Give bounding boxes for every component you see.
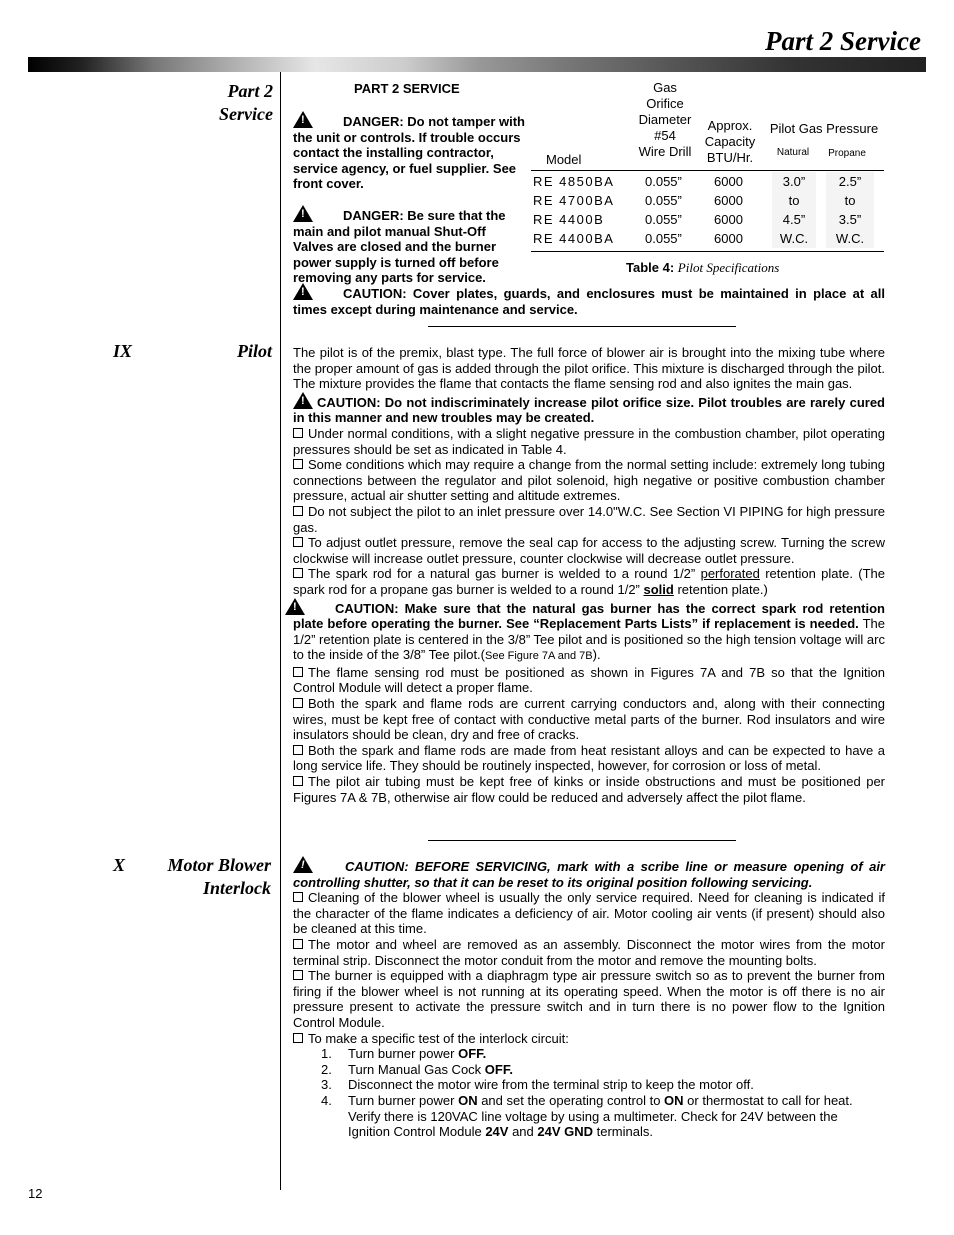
table-col-capacity <box>714 172 743 248</box>
table-col-orifice <box>645 172 682 248</box>
caution-retention-tail: The 1/2” retention plate is centered in the 3/8” Tee pilot and is positioned so the high tension voltage will arc to the inside of the 3/8” Tee pilot.( <box>293 616 885 663</box>
caution-retention-text: CAUTION: Make sure that the natural gas burner has the correct spark rod retention plate before operating the burner. See “Replacement Parts Lists” if replacement is needed. <box>293 600 885 632</box>
natural-cell: to <box>788 193 800 208</box>
step-bold: 24V GND <box>537 1124 594 1140</box>
orifice-header-line: Gas <box>653 80 677 95</box>
bullet-item <box>293 968 885 1030</box>
bullet-item <box>293 504 885 535</box>
warning-icon <box>293 392 313 409</box>
bullet-item <box>293 937 885 968</box>
step-bold: ON <box>664 1092 684 1108</box>
page-title: Part 2 Service <box>765 26 921 56</box>
natural-cell: 4.5” <box>782 212 806 227</box>
step-number: 3. <box>321 1077 332 1093</box>
interlock-section-body <box>293 856 885 1140</box>
bullet-item <box>293 696 885 743</box>
list-item <box>293 1062 885 1078</box>
checkbox-icon <box>293 459 303 469</box>
checkbox-icon <box>293 1033 303 1043</box>
warning-icon <box>293 856 313 873</box>
table-col-propane <box>826 172 874 248</box>
step-bold: ON <box>458 1092 478 1108</box>
danger-text-1: DANGER: Do not tamper with the unit or controls. If trouble occurs contact the installing contractor, service agency, or fuel supplier. See front cover. <box>293 114 525 192</box>
step-text: terminals. <box>593 1124 653 1140</box>
interlock-label-line2: Interlock <box>202 878 271 898</box>
bullet-item <box>293 426 885 457</box>
bullet-text: Both the spark and flame rods are current carrying conductors and, along with their connecting wires, must be kept free of contact with conductive metal parts of the burner. Rod insulators and wire insulators should be clean, dry and free of cracks. <box>293 696 885 743</box>
step-number: 2. <box>321 1061 332 1077</box>
part-heading-line1: Part 2 <box>227 81 273 101</box>
bullet-item <box>293 566 885 597</box>
section-heading-part2 <box>150 80 273 126</box>
capacity-cell: 6000 <box>714 212 743 227</box>
step-number: 4. <box>321 1092 332 1108</box>
table-header-orifice <box>631 80 699 160</box>
orifice-cell: 0.055” <box>645 231 682 246</box>
bullet-item <box>293 1031 885 1047</box>
section-label-interlock <box>140 854 271 900</box>
danger-text-2: DANGER: Be sure that the main and pilot manual Shut-Off Valves are closed and the burner power supply is turned off before removing any parts for service. <box>293 208 506 286</box>
table-top-rule <box>531 170 884 171</box>
checkbox-icon <box>293 537 303 547</box>
danger-notice-2 <box>293 205 525 286</box>
pilot-paragraph: The pilot is of the premix, blast type. The full force of blower air is brought into the mixing tube where the proper amount of gas is added through the pilot orifice. This mixture is discharged through the pilot. The mixture provides the flame that contacts the flame sensing rod and also ignites the main gas. <box>293 345 885 392</box>
bullet-text: The motor and wheel are removed as an assembly. Disconnect the motor wires from the motor terminal strip. Disconnect the motor conduit from the motor and remove the mounting bolts. <box>293 936 885 968</box>
capacity-header-line: Capacity <box>704 134 756 149</box>
capacity-header-line: BTU/Hr. <box>706 150 754 165</box>
table-header-propane: Propane <box>828 148 866 159</box>
table-header-capacity <box>701 118 759 166</box>
capacity-cell: 6000 <box>714 193 743 208</box>
propane-cell: 2.5” <box>838 174 862 189</box>
bullet-item <box>293 743 885 774</box>
section-label-pilot: Pilot <box>237 341 272 361</box>
caution-text-covers: CAUTION: Cover plates, guards, and enclosures must be maintained in place at all times except during maintenance and service. <box>293 286 885 317</box>
bullet-item <box>293 457 885 504</box>
propane-cell: W.C. <box>835 231 865 246</box>
caution-orifice-text: CAUTION: Do not indiscriminately increase pilot orifice size. Pilot troubles are rarely cured in this manner and new troubles may be created. <box>293 394 885 426</box>
list-item <box>293 1077 885 1093</box>
step-text: Turn Manual Gas Cock <box>348 1061 485 1077</box>
propane-cell: 3.5” <box>838 212 862 227</box>
caption-text: Pilot Specifications <box>677 260 780 275</box>
step-text: and <box>508 1124 538 1140</box>
orifice-cell: 0.055” <box>645 174 682 189</box>
orifice-header-line: #54 <box>654 128 676 143</box>
checkbox-icon <box>293 970 303 980</box>
bullet-item <box>293 890 885 937</box>
interlock-test-steps <box>293 1046 885 1140</box>
model-cell: RE 4850BA <box>533 174 615 189</box>
interlock-label-line1: Motor Blower <box>167 855 271 875</box>
step-bold: 24V <box>485 1124 509 1140</box>
pilot-section-body <box>293 345 885 805</box>
underlined-term: perforated <box>700 566 760 582</box>
checkbox-icon <box>293 428 303 438</box>
natural-cell: 3.0” <box>782 174 806 189</box>
warning-icon <box>293 111 313 128</box>
underlined-term: solid <box>643 581 674 597</box>
section-number-ix: IX <box>113 341 133 361</box>
checkbox-icon <box>293 745 303 755</box>
bullet-item <box>293 665 885 696</box>
table-caption <box>626 260 779 276</box>
caution-orifice <box>293 392 885 426</box>
model-cell: RE 4700BA <box>533 193 615 208</box>
checkbox-icon <box>293 568 303 578</box>
checkbox-icon <box>293 939 303 949</box>
bullet-text: The pilot air tubing must be kept free of kinks or inside obstructions and must be positioned per Figures 7A & 7B, otherwise air flow could be reduced and adversely affect the pilot flame. <box>293 774 885 805</box>
caution-retention-end: ). <box>592 647 601 663</box>
caution-notice-covers <box>293 283 885 317</box>
table-header-model: Model <box>546 152 582 167</box>
intro-heading: PART 2 SERVICE <box>354 81 460 96</box>
bullet-text: retention plate. (The spark rod for a propane gas burner is welded to a round 1/2” <box>293 566 885 597</box>
caution-shutter <box>293 856 885 890</box>
warning-icon <box>293 205 313 222</box>
table-bottom-rule <box>531 251 884 252</box>
checkbox-icon <box>293 698 303 708</box>
header-gradient-bar <box>28 57 926 72</box>
section-separator <box>428 326 736 327</box>
warning-icon <box>285 598 305 615</box>
caption-label: Table 4: <box>626 260 675 275</box>
orifice-header-line: Diameter <box>638 112 692 127</box>
bullet-text: The flame sensing rod must be positioned as shown in Figures 7A and 7B so that the Ignition Control Module will detect a proper flame. <box>293 664 885 696</box>
caution-retention <box>293 598 885 665</box>
model-cell: RE 4400B <box>533 212 605 227</box>
section-separator <box>428 840 736 841</box>
checkbox-icon <box>293 776 303 786</box>
checkbox-icon <box>293 892 303 902</box>
bullet-text: Both the spark and flame rods are made from heat resistant alloys and can be expected to have a long service life. They should be routinely inspected, however, for corrosion or loss of metal. <box>293 742 885 774</box>
step-text: or thermostat to call for heat. Verify there is 120VAC line voltage by using a multimeter. Check for 24V between the Ignition Control Module <box>348 1092 853 1140</box>
bullet-text: Cleaning of the blower wheel is usually the only service required. Need for cleaning is indicated if the character of the flame indicates a deficiency of air. Motor cooling air vents (if present) should also be cleaned at this time. <box>293 890 885 937</box>
section-number-x: X <box>113 855 126 875</box>
table-header-natural: Natural <box>776 147 810 158</box>
table-header-pilot-pressure: Pilot Gas Pressure <box>769 121 879 136</box>
capacity-cell: 6000 <box>714 231 743 246</box>
orifice-header-line: Wire Drill <box>638 144 692 159</box>
step-bold: OFF. <box>458 1046 487 1062</box>
orifice-header-line: Orifice <box>646 96 684 111</box>
bullet-item <box>293 535 885 566</box>
capacity-header-line: Approx. <box>707 118 753 133</box>
table-col-natural <box>772 172 816 248</box>
step-bold: OFF. <box>484 1061 513 1077</box>
natural-cell: W.C. <box>779 231 809 246</box>
orifice-cell: 0.055” <box>645 212 682 227</box>
orifice-cell: 0.055” <box>645 193 682 208</box>
bullet-text: Do not subject the pilot to an inlet pressure over 14.0"W.C. See Section VI PIPING for high pressure gas. <box>293 503 885 535</box>
page-number: 12 <box>28 1186 43 1201</box>
step-text: Turn burner power <box>348 1092 459 1108</box>
list-item <box>293 1093 885 1140</box>
step-text: Disconnect the motor wire from the terminal strip to keep the motor off. <box>348 1077 754 1093</box>
bullet-text: Under normal conditions, with a slight negative pressure in the combustion chamber, pilot operating pressures should be set as indicated in Table 4. <box>293 425 885 457</box>
table-row-model <box>533 172 614 248</box>
danger-notice-1 <box>293 111 525 192</box>
bullet-item <box>293 774 885 805</box>
bullet-text: To adjust outlet pressure, remove the seal cap for access to the adjusting screw. Turning the screw clockwise will increase outlet pressure, counter clockwise will decrease outlet pressure. <box>293 535 885 566</box>
propane-cell: to <box>844 193 856 208</box>
bullet-text: Some conditions which may require a change from the normal setting include: extremely long tubing connections between the regulator and pilot solenoid, high negative or positive combustion chamber pressure, actual air shutter setting and altitude extremes. <box>293 457 885 504</box>
caution-shutter-text: CAUTION: BEFORE SERVICING, mark with a scribe line or measure opening of air controlling shutter, so that it can be reset to its original position following servicing. <box>293 859 885 890</box>
bullet-text: To make a specific test of the interlock circuit: <box>308 1030 569 1046</box>
warning-icon <box>293 283 313 300</box>
column-divider <box>280 72 281 1190</box>
model-cell: RE 4400BA <box>533 231 615 246</box>
bullet-text: The spark rod for a natural gas burner is welded to a round 1/2” <box>308 566 696 582</box>
capacity-cell: 6000 <box>714 174 743 189</box>
figure-reference: See Figure 7A and 7B <box>485 650 593 663</box>
list-item <box>293 1046 885 1062</box>
part-heading-line2: Service <box>219 104 273 124</box>
bullet-text: The burner is equipped with a diaphragm type air pressure switch so as to prevent the burner from firing if the blower wheel is not running at its operating speed. When the motor is off there is no air pressure present to activate the pressure switch and in turn there is no power flow to the Ignition Control Module. <box>293 968 885 1030</box>
checkbox-icon <box>293 667 303 677</box>
step-text: Turn burner power <box>348 1046 459 1062</box>
step-text: and set the operating control to <box>477 1092 665 1108</box>
step-number: 1. <box>321 1046 332 1062</box>
checkbox-icon <box>293 506 303 516</box>
bullet-text: retention plate.) <box>677 581 768 597</box>
